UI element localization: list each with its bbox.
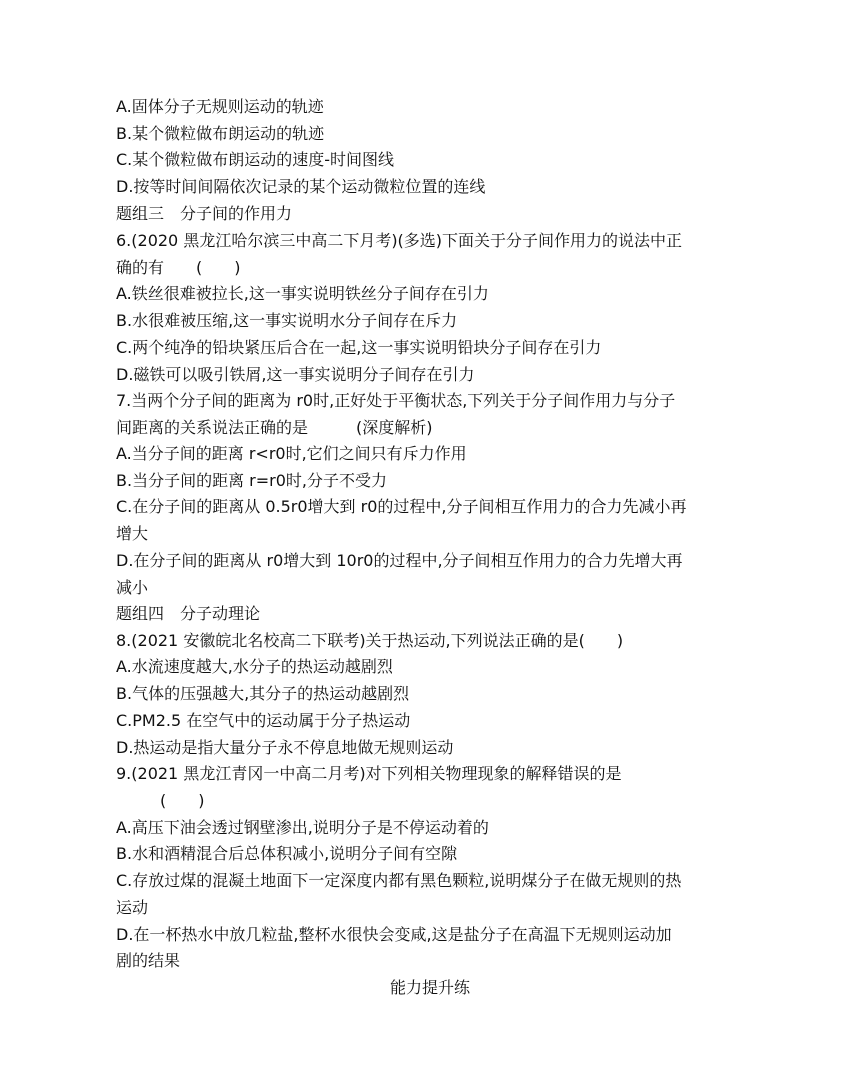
q8-option-a: A.水流速度越大,水分子的热运动越剧烈 (116, 657, 393, 676)
q5-option-b: B.某个微粒做布朗运动的轨迹 (116, 124, 325, 143)
q9-answer-blank: ( ) (160, 791, 205, 810)
section-heading-4: 题组四 分子动理论 (116, 604, 261, 623)
q9-stem-line1: 9.(2021 黑龙江青冈一中高二月考)对下列相关物理现象的解释错误的是 (116, 764, 622, 783)
q6-option-d: D.磁铁可以吸引铁屑,这一事实说明分子间存在引力 (116, 365, 475, 384)
q7-stem-line2: 间距离的关系说法正确的是 (深度解析) (116, 418, 433, 437)
q5-option-c: C.某个微粒做布朗运动的速度-时间图线 (116, 150, 395, 169)
q8-option-b: B.气体的压强越大,其分子的热运动越剧烈 (116, 684, 410, 703)
q7-option-a: A.当分子间的距离 r<r0时,它们之间只有斥力作用 (116, 444, 467, 463)
q6-stem-line1: 6.(2020 黑龙江哈尔滨三中高二下月考)(多选)下面关于分子间作用力的说法中正 (116, 231, 683, 250)
q7-option-d-line2: 减小 (116, 578, 149, 597)
q9-option-d-line2: 剧的结果 (116, 951, 181, 970)
q7-option-d-line1: D.在分子间的距离从 r0增大到 10r0的过程中,分子间相互作用力的合力先增大再 (116, 551, 683, 570)
q8-stem: 8.(2021 安徽皖北名校高二下联考)关于热运动,下列说法正确的是( ) (116, 631, 624, 650)
q5-option-d: D.按等时间间隔依次记录的某个运动微粒位置的连线 (116, 177, 486, 196)
q9-option-d-line1: D.在一杯热水中放几粒盐,整杯水很快会变咸,这是盐分子在高温下无规则运动加 (116, 925, 672, 944)
q9-option-a: A.高压下油会透过钢壁渗出,说明分子是不停运动着的 (116, 818, 489, 837)
q6-option-c: C.两个纯净的铅块紧压后合在一起,这一事实说明铅块分子间存在引力 (116, 338, 602, 357)
q7-stem-line1: 7.当两个分子间的距离为 r0时,正好处于平衡状态,下列关于分子间作用力与分子 (116, 391, 676, 410)
q7-option-c-line1: C.在分子间的距离从 0.5r0增大到 r0的过程中,分子间相互作用力的合力先减小再 (116, 497, 687, 516)
q6-option-a: A.铁丝很难被拉长,这一事实说明铁丝分子间存在引力 (116, 284, 489, 303)
q6-option-b: B.水很难被压缩,这一事实说明水分子间存在斥力 (116, 311, 458, 330)
section-heading-3: 题组三 分子间的作用力 (116, 204, 293, 223)
q5-option-a: A.固体分子无规则运动的轨迹 (116, 97, 324, 116)
q8-option-c: C.PM2.5 在空气中的运动属于分子热运动 (116, 711, 411, 730)
q6-stem-line2: 确的有 ( ) (116, 258, 241, 277)
q9-option-c-line1: C.存放过煤的混凝土地面下一定深度内都有黑色颗粒,说明煤分子在做无规则的热 (116, 871, 682, 890)
q9-option-b: B.水和酒精混合后总体积减小,说明分子间有空隙 (116, 844, 458, 863)
section-title-ability: 能力提升练 (389, 978, 470, 997)
q9-option-c-line2: 运动 (116, 898, 149, 917)
q7-option-c-line2: 增大 (116, 524, 149, 543)
q8-option-d: D.热运动是指大量分子永不停息地做无规则运动 (116, 738, 454, 757)
q7-option-b: B.当分子间的距离 r=r0时,分子不受力 (116, 471, 387, 490)
